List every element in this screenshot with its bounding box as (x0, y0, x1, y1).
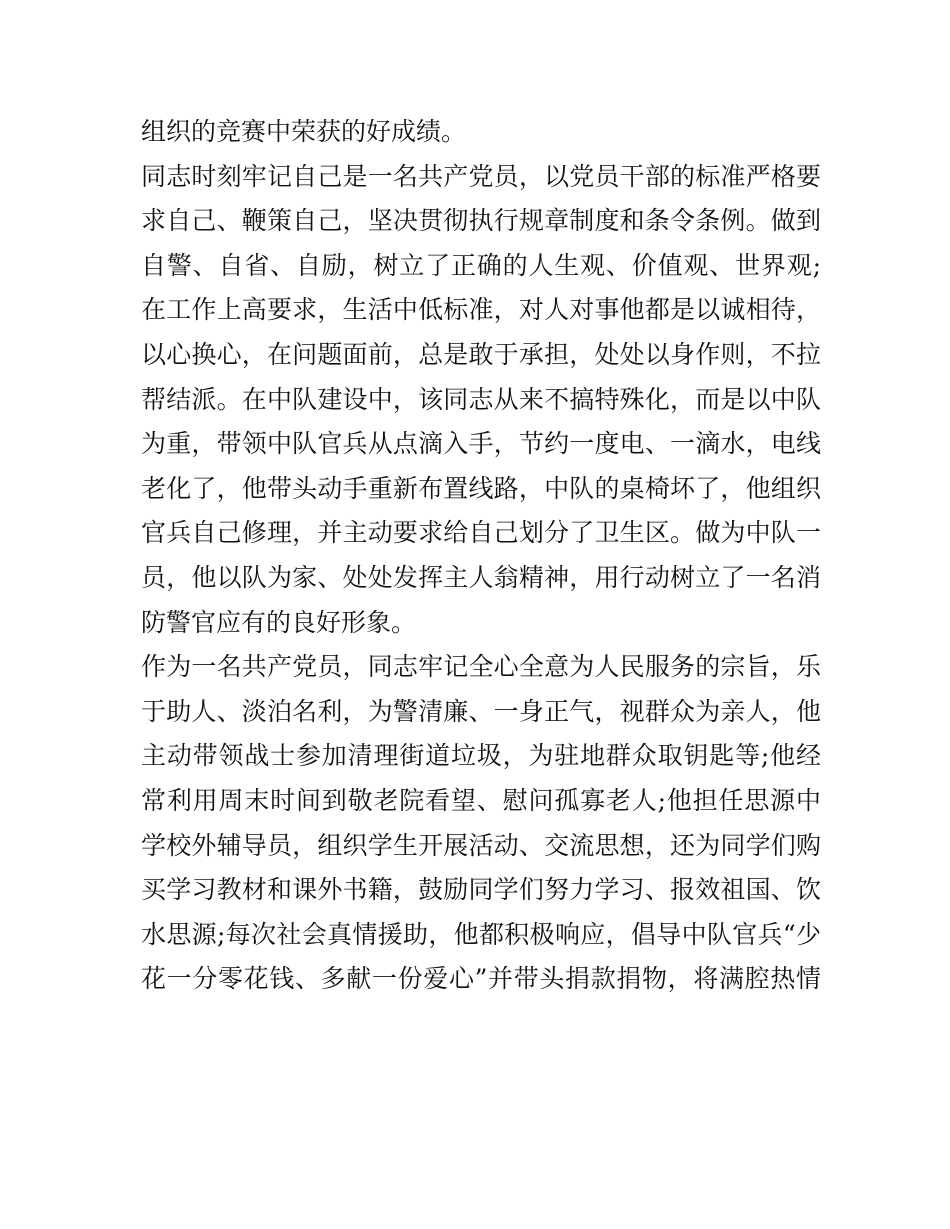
text-line: 买学习教材和课外书籍，鼓励同学们努力学习、报效祖国、饮 (141, 875, 821, 905)
text-line: 组织的竞赛中荣获的好成绩。 (141, 117, 467, 146)
text-line: 学校外辅导员，组织学生开展活动、交流思想，还为同学们购 (141, 830, 821, 860)
text-line: 求自己、鞭策自己，坚决贯彻执行规章制度和条令条例。做到 (141, 206, 821, 236)
text-line: 同志时刻牢记自己是一名共产党员，以党员干部的标准严格要 (141, 161, 821, 191)
text-line: 帮结派。在中队建设中，该同志从来不搞特殊化，而是以中队 (141, 384, 821, 414)
text-line: 花一分零花钱、多献一份爱心”并带头捐款捐物，将满腔热情 (141, 964, 821, 994)
text-line: 作为一名共产党员，同志牢记全心全意为人民服务的宗旨，乐 (141, 652, 821, 682)
text-line: 防警官应有的良好形象。 (141, 607, 417, 637)
text-line: 自警、自省、自励，树立了正确的人生观、价值观、世界观; (141, 250, 821, 280)
text-line: 在工作上高要求，生活中低标准，对人对事他都是以诚相待， (141, 295, 821, 325)
text-line: 员，他以队为家、处处发挥主人翁精神，用行动树立了一名消 (141, 562, 821, 592)
text-line: 为重，带领中队官兵从点滴入手，节约一度电、一滴水，电线 (141, 429, 821, 459)
text-line: 以心换心，在问题面前，总是敢于承担，处处以身作则，不拉 (141, 339, 821, 369)
document-body (141, 110, 821, 1002)
text-line: 官兵自己修理，并主动要求给自己划分了卫生区。做为中队一 (141, 518, 821, 548)
text-line: 水思源;每次社会真情援助，他都积极响应，倡导中队官兵“少 (141, 919, 821, 949)
text-line: 常利用周末时间到敬老院看望、慰问孤寡老人;他担任思源中 (141, 785, 821, 815)
text-line: 于助人、淡泊名利，为警清廉、一身正气，视群众为亲人，他 (141, 696, 821, 726)
text-line: 主动带领战士参加清理街道垃圾，为驻地群众取钥匙等;他经 (141, 741, 821, 771)
text-line: 老化了，他带头动手重新布置线路，中队的桌椅坏了，他组织 (141, 473, 821, 503)
